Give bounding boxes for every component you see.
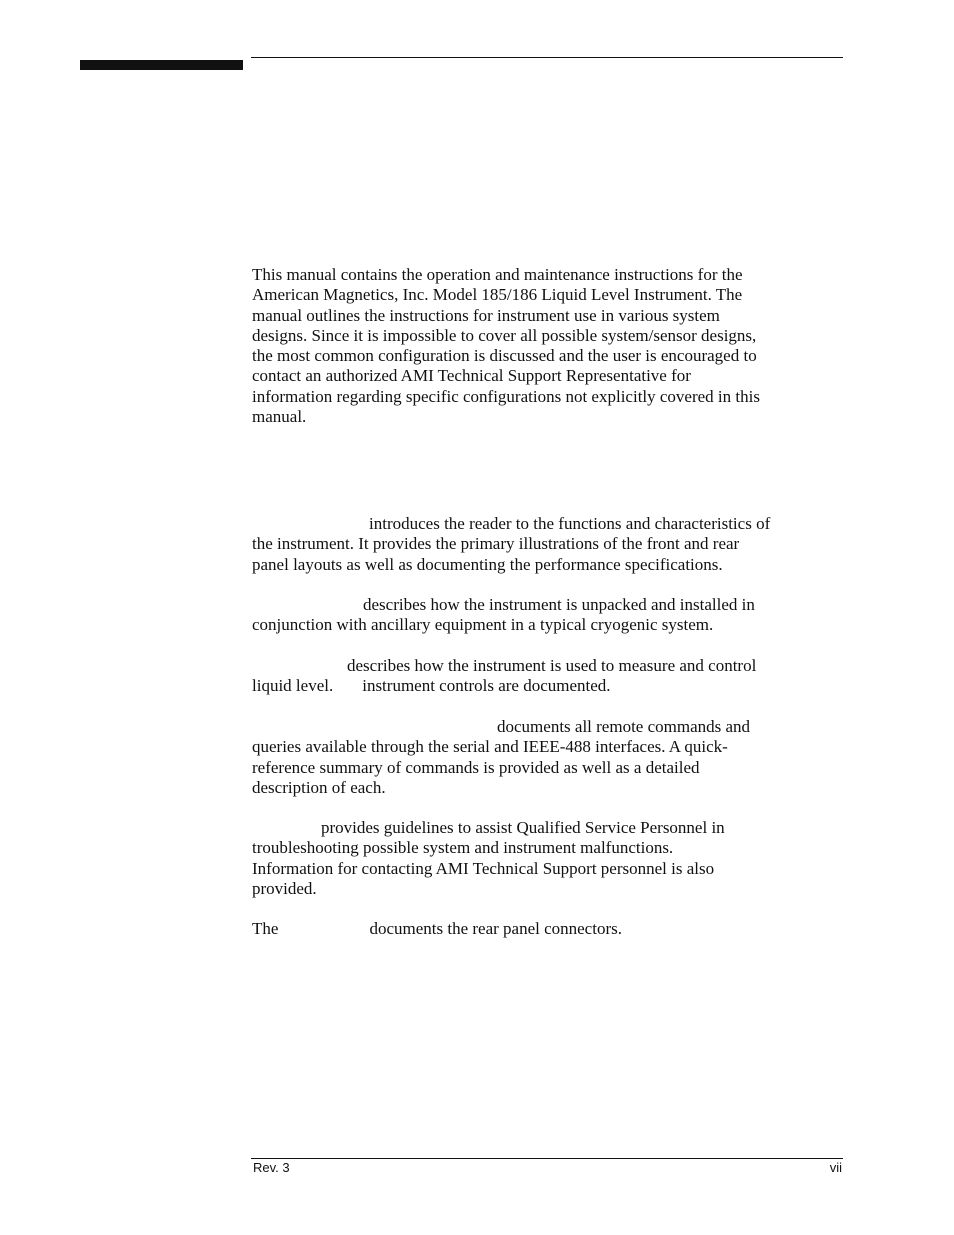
introduction-line-1-text: introduces the reader to the functions and characteristics of xyxy=(369,514,771,533)
intro-line: This manual contains the operation and maintenance instructions for the xyxy=(252,265,743,284)
introduction-line-3: panel layouts as well as documenting the performance specifications. xyxy=(252,554,723,574)
header-black-bar xyxy=(80,60,243,70)
service-line-1-text: provides guidelines to assist Qualified Service Personnel in xyxy=(321,818,725,837)
installation-section-paragraph xyxy=(252,595,852,636)
operation-line-2b-text: instrument controls are documented. xyxy=(362,676,611,696)
service-line-2: troubleshooting possible system and instrument malfunctions. xyxy=(252,838,674,858)
operation-section-paragraph xyxy=(252,656,852,697)
remote-interface-section-paragraph xyxy=(252,717,852,798)
service-line-4: provided. xyxy=(252,878,317,898)
remote-interface-line-3: reference summary of commands is provided as well as a detailed xyxy=(252,757,700,777)
service-line-1 xyxy=(252,818,852,838)
intro-paragraph xyxy=(252,265,852,427)
operation-line-2a-text: liquid level. xyxy=(252,676,334,696)
intro-line: American Magnetics, Inc. Model 185/186 Liquid Level Instrument. The xyxy=(252,285,743,305)
appendix-section-paragraph xyxy=(252,919,852,939)
intro-line: designs. Since it is impossible to cover all possible system/sensor designs, xyxy=(252,325,757,345)
appendix-lead-text: The xyxy=(252,919,279,938)
intro-line: the most common configuration is discussed and the user is encouraged to xyxy=(252,346,757,366)
footer-revision: Rev. 3 xyxy=(253,1160,290,1175)
appendix-line-1-text: documents the rear panel connectors. xyxy=(369,919,622,938)
intro-line: manual. xyxy=(252,407,307,427)
remote-interface-line-1 xyxy=(252,717,852,737)
remote-interface-line-4: description of each. xyxy=(252,777,386,797)
intro-line: manual outlines the instructions for instrument use in various system xyxy=(252,305,720,325)
intro-line: information regarding specific configurations not explicitly covered in this xyxy=(252,386,760,406)
intro-line: contact an authorized AMI Technical Support Representative for xyxy=(252,366,691,386)
header-rule xyxy=(251,57,843,58)
installation-line-2: conjunction with ancillary equipment in a typical cryogenic system. xyxy=(252,615,714,635)
remote-interface-line-2: queries available through the serial and IEEE-488 interfaces. A quick- xyxy=(252,737,728,757)
introduction-line-1 xyxy=(252,514,852,534)
operation-line-1 xyxy=(252,656,852,676)
footer-page-number: vii xyxy=(829,1160,842,1175)
introduction-line-2: the instrument. It provides the primary illustrations of the front and rear xyxy=(252,534,740,554)
operation-line-1-text: describes how the instrument is used to measure and control xyxy=(347,656,757,675)
installation-line-1-text: describes how the instrument is unpacked and installed in xyxy=(363,595,755,614)
remote-interface-line-1-text: documents all remote commands and xyxy=(497,717,751,736)
footer-rule xyxy=(251,1158,843,1159)
operation-line-2 xyxy=(252,676,852,696)
installation-line-1 xyxy=(252,595,852,615)
appendix-line-1 xyxy=(252,919,852,939)
introduction-section-paragraph xyxy=(252,514,852,575)
service-section-paragraph xyxy=(252,818,852,899)
service-line-3: Information for contacting AMI Technical Support personnel is also xyxy=(252,858,715,878)
